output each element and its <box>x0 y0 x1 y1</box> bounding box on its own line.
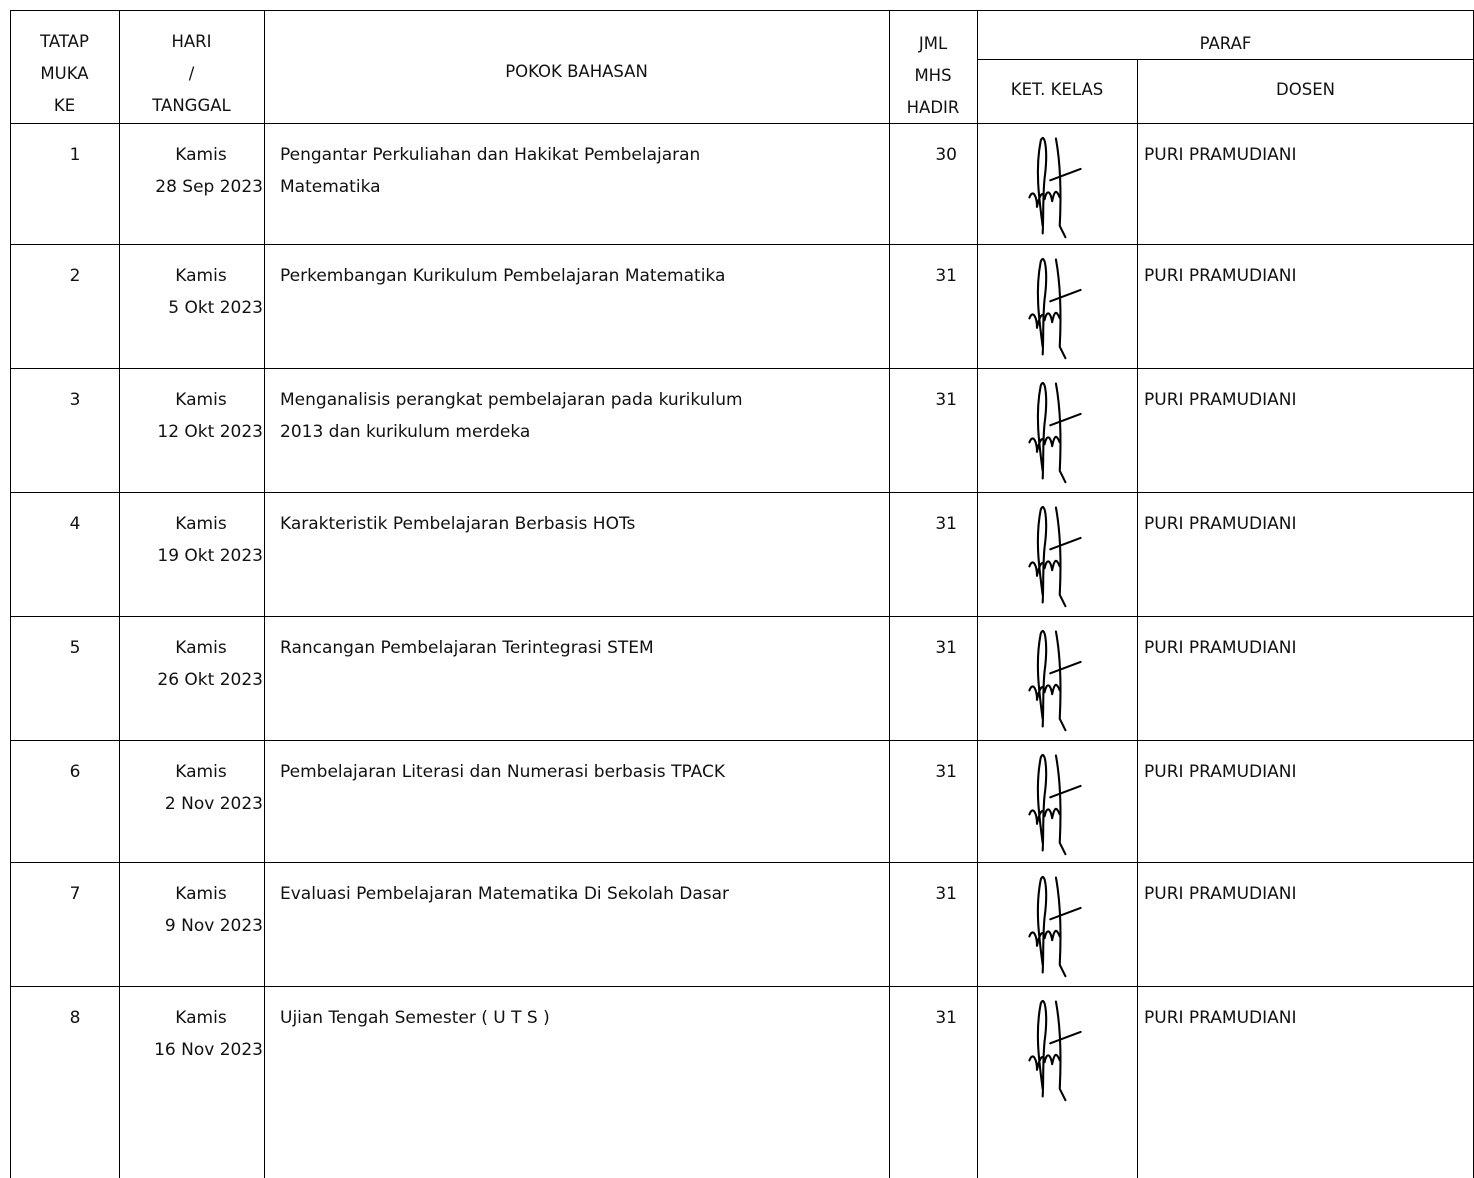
meeting-day: Kamis <box>175 762 227 782</box>
header-line: HADIR <box>906 98 960 117</box>
signature-image <box>1020 748 1090 858</box>
signature-stroke <box>1029 138 1080 237</box>
meeting-day: Kamis <box>175 390 227 410</box>
header-line: HARI <box>171 32 212 51</box>
signature-stroke <box>1029 1001 1080 1100</box>
header-ket-kelas: KET. KELAS <box>1010 80 1104 99</box>
header-paraf: PARAF <box>1199 34 1252 53</box>
meeting-number: 8 <box>69 1008 81 1028</box>
signature-stroke <box>1029 383 1080 482</box>
lecturer-name: PURI PRAMUDIANI <box>1144 884 1297 904</box>
attendance-count: 30 <box>935 145 957 165</box>
header-line: JML <box>918 34 948 53</box>
lecturer-name: PURI PRAMUDIANI <box>1144 514 1297 534</box>
header-line: / <box>188 64 195 83</box>
header-line: TATAP <box>40 32 89 51</box>
lecturer-name: PURI PRAMUDIANI <box>1144 145 1297 165</box>
meeting-number: 4 <box>69 514 81 534</box>
meeting-number: 6 <box>69 762 81 782</box>
meeting-number: 3 <box>69 390 81 410</box>
signature-stroke <box>1029 877 1080 976</box>
row-divider <box>10 368 1474 369</box>
lecturer-name: PURI PRAMUDIANI <box>1144 1008 1297 1028</box>
lecturer-name: PURI PRAMUDIANI <box>1144 390 1297 410</box>
meeting-date: 26 Okt 2023 <box>157 670 263 690</box>
meeting-date: 16 Nov 2023 <box>154 1040 263 1060</box>
topic-line: Menganalisis perangkat pembelajaran pada kurikulum <box>280 390 743 410</box>
meeting-day: Kamis <box>175 884 227 904</box>
topic-line: Perkembangan Kurikulum Pembelajaran Matematika <box>280 266 726 286</box>
col-divider-5 <box>1137 59 1138 1178</box>
meeting-day: Kamis <box>175 514 227 534</box>
topic-line: Pengantar Perkuliahan dan Hakikat Pembelajaran <box>280 145 701 165</box>
lecturer-name: PURI PRAMUDIANI <box>1144 266 1297 286</box>
header-bottom-border <box>10 123 1474 124</box>
lecturer-name: PURI PRAMUDIANI <box>1144 638 1297 658</box>
attendance-count: 31 <box>935 514 957 534</box>
signature-image <box>1020 500 1090 610</box>
meeting-date: 2 Nov 2023 <box>164 794 263 814</box>
signature-stroke <box>1029 507 1080 606</box>
signature-stroke <box>1029 631 1080 730</box>
meeting-day: Kamis <box>175 266 227 286</box>
signature-image <box>1020 624 1090 734</box>
header-dosen: DOSEN <box>1276 80 1335 99</box>
meeting-date: 5 Okt 2023 <box>168 298 263 318</box>
signature-image <box>1020 376 1090 486</box>
attendance-count: 31 <box>935 1008 957 1028</box>
meeting-date: 12 Okt 2023 <box>157 422 263 442</box>
row-divider <box>10 244 1474 245</box>
meeting-day: Kamis <box>175 1008 227 1028</box>
attendance-count: 31 <box>935 390 957 410</box>
lecturer-name: PURI PRAMUDIANI <box>1144 762 1297 782</box>
topic-line: Karakteristik Pembelajaran Berbasis HOTs <box>280 514 636 534</box>
topic-line: Pembelajaran Literasi dan Numerasi berbasis TPACK <box>280 762 725 782</box>
topic-line: Evaluasi Pembelajaran Matematika Di Sekolah Dasar <box>280 884 730 904</box>
topic-line: Matematika <box>280 177 381 197</box>
header-hari-tanggal <box>119 26 264 122</box>
signature-image <box>1020 994 1090 1104</box>
row-divider <box>10 616 1474 617</box>
header-line: MHS <box>914 66 952 85</box>
signature-image <box>1020 131 1090 241</box>
attendance-count: 31 <box>935 266 957 286</box>
header-line: TANGGAL <box>152 96 231 115</box>
row-divider <box>10 740 1474 741</box>
topic-line: Rancangan Pembelajaran Terintegrasi STEM <box>280 638 654 658</box>
col-divider-4 <box>977 10 978 1178</box>
topic-line: Ujian Tengah Semester ( U T S ) <box>280 1008 550 1028</box>
signature-image <box>1020 252 1090 362</box>
meeting-date: 9 Nov 2023 <box>164 916 263 936</box>
meeting-number: 1 <box>69 145 81 165</box>
header-pokok-bahasan: POKOK BAHASAN <box>505 62 648 81</box>
attendance-count: 31 <box>935 762 957 782</box>
row-divider <box>10 986 1474 987</box>
table-top-border <box>10 10 1474 11</box>
signature-stroke <box>1029 259 1080 358</box>
meeting-date: 19 Okt 2023 <box>157 546 263 566</box>
row-divider <box>10 492 1474 493</box>
row-divider <box>10 862 1474 863</box>
meeting-number: 7 <box>69 884 81 904</box>
header-line: KE <box>53 96 76 115</box>
header-tatap-muka <box>10 26 119 122</box>
attendance-count: 31 <box>935 638 957 658</box>
signature-stroke <box>1029 755 1080 854</box>
meeting-day: Kamis <box>175 145 227 165</box>
meeting-date: 28 Sep 2023 <box>155 177 263 197</box>
meeting-day: Kamis <box>175 638 227 658</box>
signature-image <box>1020 870 1090 980</box>
attendance-count: 31 <box>935 884 957 904</box>
meeting-number: 5 <box>69 638 81 658</box>
topic-line: 2013 dan kurikulum merdeka <box>280 422 531 442</box>
header-line: MUKA <box>40 64 89 83</box>
meeting-number: 2 <box>69 266 81 286</box>
header-jml-mhs-hadir <box>889 28 977 124</box>
